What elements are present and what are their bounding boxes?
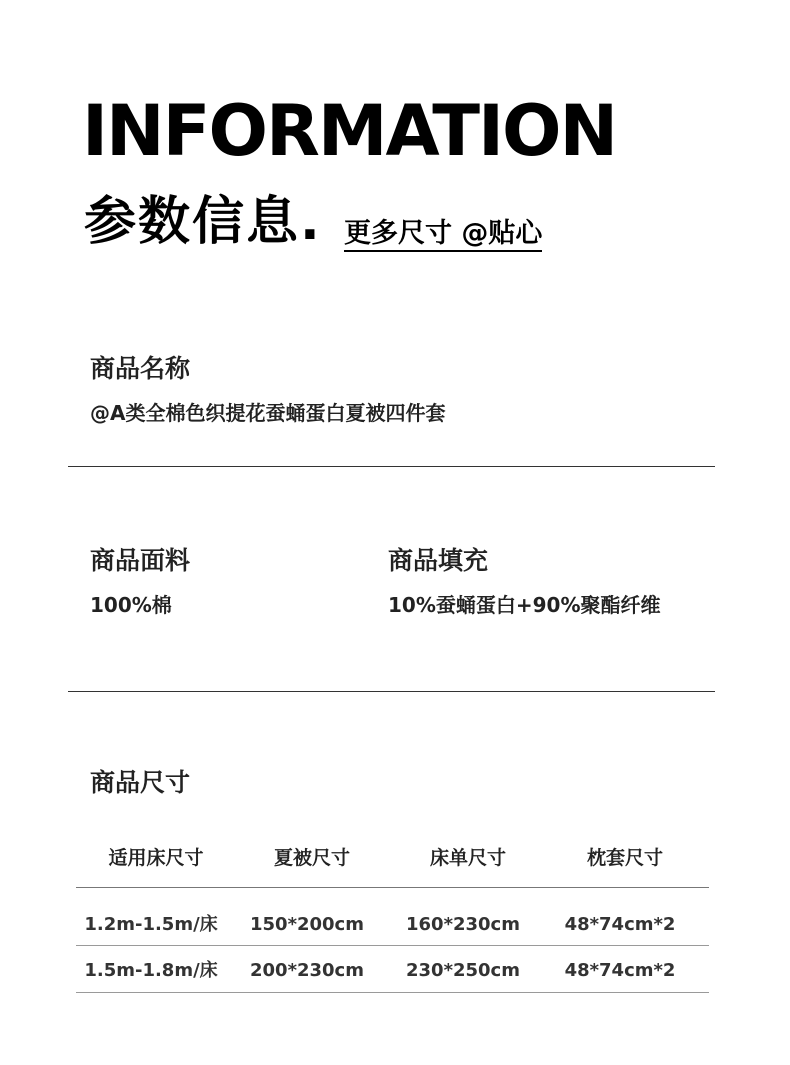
- table-row-line: [76, 992, 709, 993]
- table-header-line: [76, 887, 709, 888]
- table-cell: 48*74cm*2: [564, 914, 676, 935]
- table-header-sheet-size: 床单尺寸: [429, 847, 506, 869]
- table-cell: 230*250cm: [406, 960, 520, 981]
- table-cell: 48*74cm*2: [564, 960, 676, 981]
- section-subtitle: 参数信息.: [84, 192, 322, 252]
- divider: [68, 691, 715, 692]
- fabric-label: 商品面料: [90, 546, 191, 575]
- filling-value: 10%蚕蛹蛋白+90%聚酯纤维: [388, 593, 661, 617]
- fabric-value: 100%棉: [90, 593, 172, 617]
- table-cell: 1.5m-1.8m/床: [84, 960, 218, 981]
- divider: [68, 466, 715, 467]
- table-cell: 160*230cm: [406, 914, 520, 935]
- table-header-pillowcase-size: 枕套尺寸: [586, 847, 663, 869]
- table-cell: 1.2m-1.5m/床: [84, 914, 218, 935]
- table-cell: 150*200cm: [250, 914, 364, 935]
- size-label: 商品尺寸: [90, 768, 191, 797]
- filling-label: 商品填充: [388, 546, 489, 575]
- product-name-label: 商品名称: [90, 354, 191, 383]
- product-name-value: @A类全棉色织提花蚕蛹蛋白夏被四件套: [90, 401, 446, 425]
- table-header-bed-size: 适用床尺寸: [108, 847, 204, 869]
- table-row-line: [76, 945, 709, 946]
- page-title: INFORMATION: [82, 90, 617, 172]
- subtitle-note: 更多尺寸 @贴心: [344, 220, 542, 252]
- table-cell: 200*230cm: [250, 960, 364, 981]
- table-header-quilt-size: 夏被尺寸: [273, 847, 350, 869]
